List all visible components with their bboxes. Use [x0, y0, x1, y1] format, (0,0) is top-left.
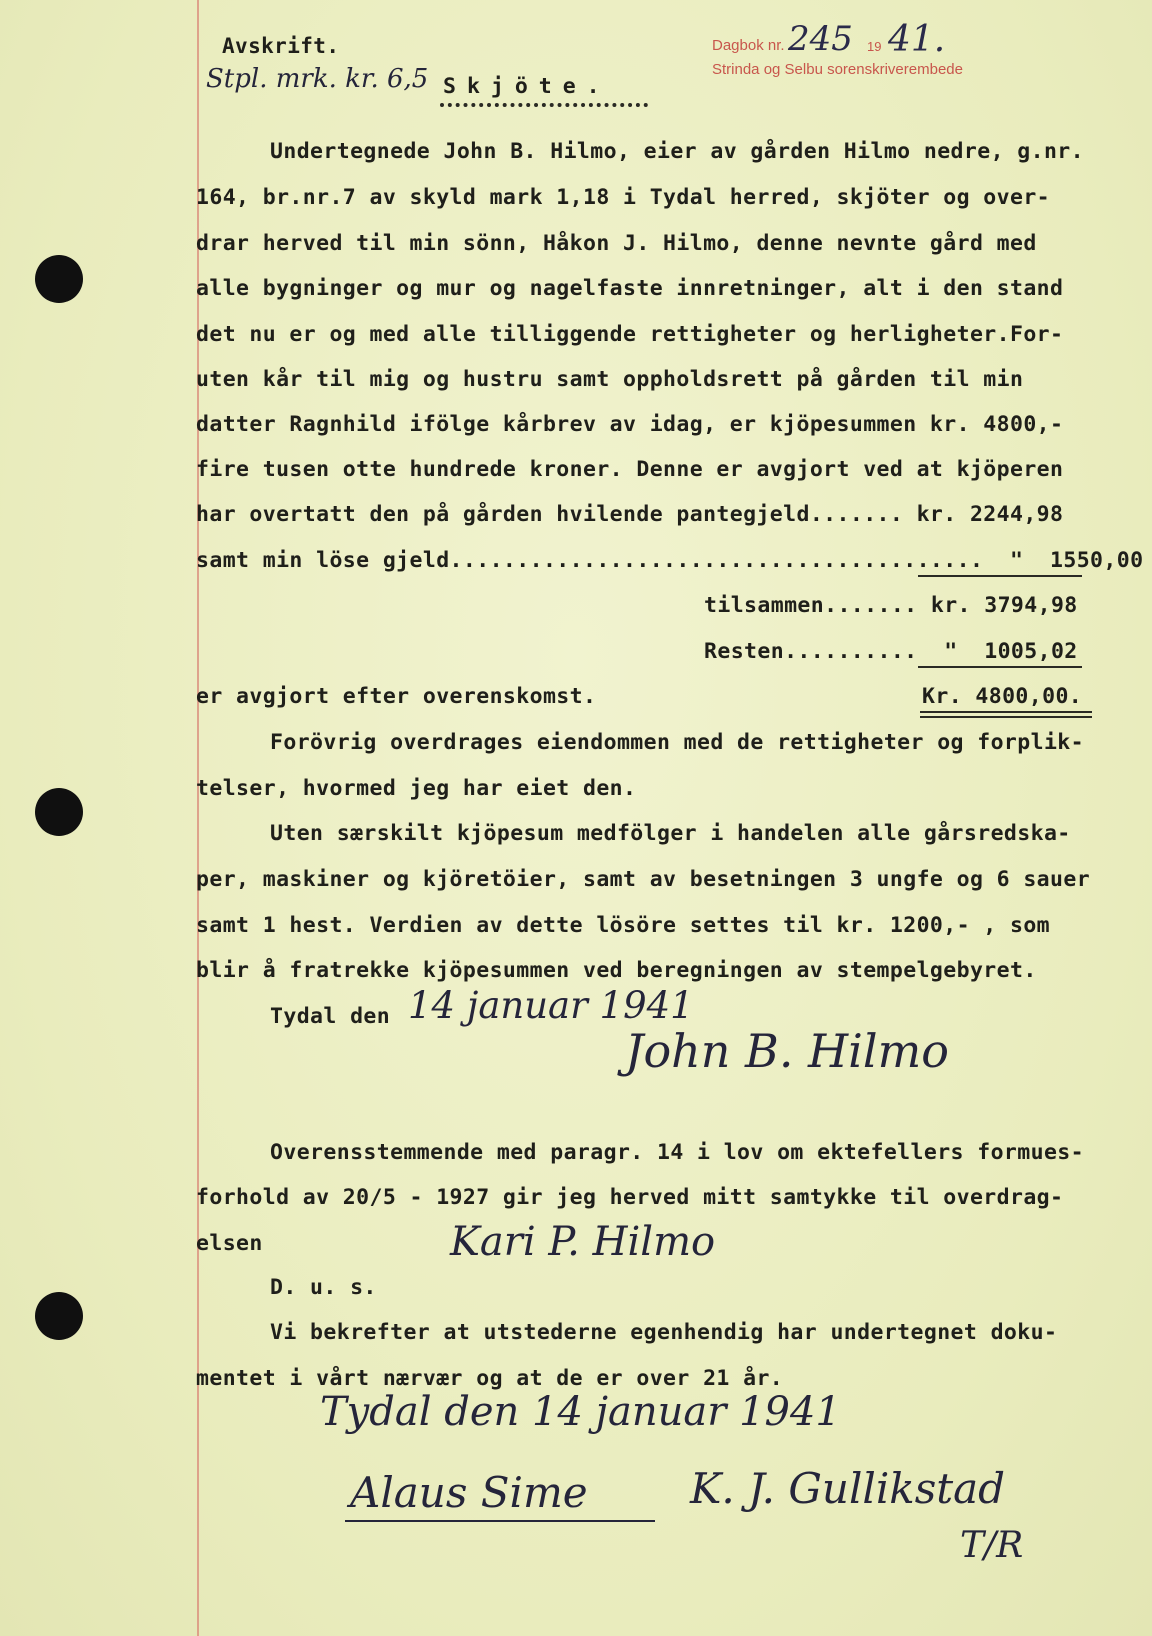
signature-kari-hilmo: Kari P. Hilmo: [450, 1219, 716, 1265]
body-line: forhold av 20/5 - 1927 gir jeg herved mitt samtykke til overdrag-: [196, 1185, 1064, 1210]
ledger-line: Resten.......... " 1005,02: [704, 639, 1078, 664]
stamp-year-hand: 41.: [888, 19, 946, 60]
stamp-year-printed: 19: [867, 39, 882, 54]
punch-hole-icon: [35, 788, 83, 836]
body-line: blir å fratrekke kjöpesummen ved beregningen av stempelgebyret.: [196, 958, 1037, 983]
avskrift-label: Avskrift.: [222, 34, 340, 58]
stamp-office: Strinda og Selbu sorenskriverembede: [712, 61, 963, 78]
body-line: samt 1 hest. Verdien av dette lösöre settes til kr. 1200,- , som: [196, 913, 1051, 938]
body-line: mentet i vårt nærvær og at de er over 21 år.: [196, 1366, 784, 1391]
body-line: uten kår til mig og hustru samt oppholdsrett på gården til min: [196, 367, 1024, 392]
place-label: Tydal den: [270, 1004, 391, 1029]
body-line: 164, br.nr.7 av skyld mark 1,18 i Tydal herred, skjöter og over-: [196, 185, 1051, 210]
date-handwritten: 14 januar 1941: [408, 984, 694, 1027]
title-underline: [440, 103, 648, 107]
body-line: Undertegnede John B. Hilmo, eier av gården Hilmo nedre, g.nr.: [270, 139, 1084, 164]
body-line: det nu er og med alle tilliggende rettigheter og herligheter.For-: [196, 322, 1064, 347]
ledger-line: er avgjort efter overenskomst.: [196, 684, 597, 709]
body-line: per, maskiner og kjöretöier, samt av besetningen 3 ungfe og 6 sauer: [196, 867, 1091, 892]
body-line: Uten særskilt kjöpesum medfölger i handelen alle gårsredska-: [270, 821, 1071, 846]
sum-underline: [918, 575, 1082, 577]
initials: T/R: [960, 1525, 1024, 1566]
body-line: Vi bekrefter at utstederne egenhendig har undertegnet doku-: [270, 1320, 1058, 1345]
body-line: elsen: [196, 1231, 263, 1256]
dus-label: D. u. s.: [270, 1275, 377, 1300]
ledger-line: har overtatt den på gården hvilende pantegjeld....... kr. 2244,98: [196, 502, 1064, 527]
ledger-line: samt min löse gjeld........................................ " 1550,00: [196, 548, 1144, 573]
body-line: datter Ragnhild ifölge kårbrev av idag, er kjöpesummen kr. 4800,-: [196, 412, 1064, 437]
body-line: Forövrig overdrages eiendommen med de rettigheter og forplik-: [270, 730, 1084, 755]
ledger-total: Kr. 4800,00.: [922, 684, 1083, 709]
punch-hole-icon: [35, 255, 83, 303]
witness-signature-2: K. J. Gullikstad: [690, 1464, 1006, 1513]
document-title: Skjöte.: [443, 74, 611, 99]
body-line: telser, hvormed jeg har eiet den.: [196, 776, 637, 801]
body-line: fire tusen otte hundrede kroner. Denne er avgjort ved at kjöperen: [196, 457, 1064, 482]
witness-date-handwritten: Tydal den 14 januar 1941: [320, 1389, 841, 1435]
stamp-prefix: Dagbok nr.: [712, 37, 785, 54]
ledger-line: tilsammen....... kr. 3794,98: [704, 593, 1078, 618]
body-line: drar herved til min sönn, Håkon J. Hilmo, denne nevnte gård med: [196, 231, 1037, 256]
total-underline: [920, 711, 1092, 713]
signature-john-hilmo: John B. Hilmo: [625, 1024, 949, 1078]
stamp-duty-note: Stpl. mrk. kr. 6,5: [206, 64, 429, 94]
body-line: alle bygninger og mur og nagelfaste innretninger, alt i den stand: [196, 276, 1064, 301]
body-line: Overensstemmende med paragr. 14 i lov om ektefellers formues-: [270, 1140, 1084, 1165]
punch-hole-icon: [35, 1292, 83, 1340]
total-underline: [920, 716, 1092, 718]
sum-underline: [918, 666, 1082, 668]
signature-underline: [345, 1520, 655, 1522]
stamp-number: 245: [788, 19, 853, 59]
witness-signature-1: Alaus Sime: [350, 1468, 588, 1517]
